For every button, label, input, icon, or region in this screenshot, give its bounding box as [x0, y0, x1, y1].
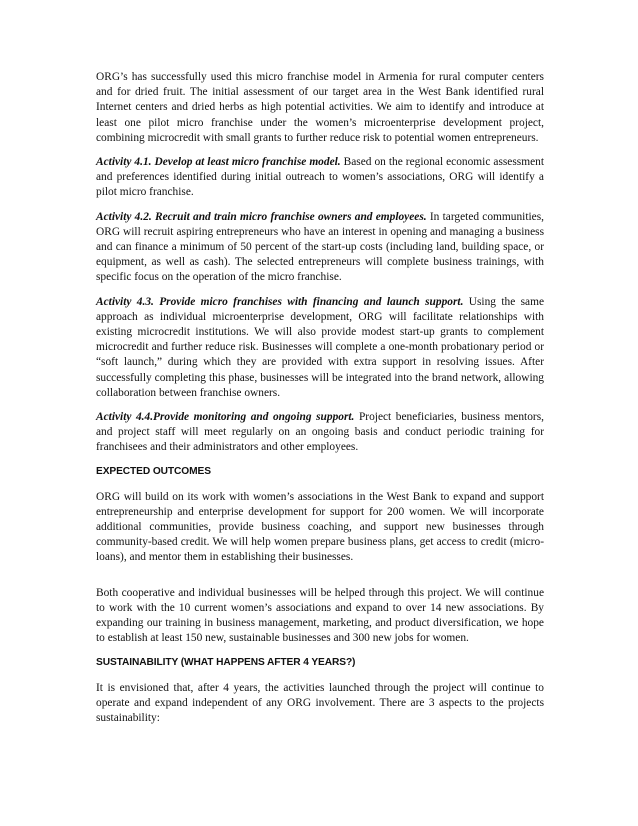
sustainability-heading: SUSTAINABILITY (WHAT HAPPENS AFTER 4 YEARS?)	[96, 656, 356, 668]
activity-4-2-text: In targeted communities, ORG will recruit aspiring entrepreneurs who have an interest in opening and managing a business and can finance a minimum of 50 percent of the start-up costs (including land, building space, or equipment, as well as cash). The selected entrepreneurs will complete business trainings, with specific focus on the operation of the micro franchise.	[96, 210, 544, 284]
activity-4-1-title: Activity 4.1. Develop at least micro franchise model.	[96, 156, 341, 169]
activity-4-3-text: Using the same approach as individual microenterprise development, ORG will facilitate relationships with existing microcredit institutions. We will also provide modest start-up grants to complement microcredit and further reduce risk. Businesses will complete a one-month probationary period or “soft launch,” during which they are provided with extra support in resolving issues. After successfully completing this phase, businesses will be integrated into the brand network, allowing collaboration between franchise owners.	[96, 295, 544, 399]
activity-4-1-paragraph	[96, 155, 544, 201]
activity-4-1-text: Based on the regional economic assessment and preferences identified during initial outreach to women’s associations, ORG will identify a pilot micro franchise.	[96, 156, 545, 199]
intro-paragraph: ORG’s has successfully used this micro franchise model in Armenia for rural computer centers and for dried fruit. The initial assessment of our target area in the West Bank identified rural Internet centers and dried herbs as high potential activities. We aim to identify and introduce at least one pilot micro franchise under the women’s microenterprise development project, combining microcredit with small grants to further reduce risk to potential women entrepreneurs.	[96, 71, 544, 144]
activity-4-2-paragraph	[96, 210, 544, 286]
activity-4-4-text: Project beneficiaries, business mentors, and project staff will meet regularly on an ongoing basis and conduct periodic training for franchisees and their administrators and other employees.	[96, 411, 544, 454]
activity-4-3-paragraph	[96, 295, 544, 401]
expected-outcomes-paragraph-1: ORG will build on its work with women’s associations in the West Bank to expand and support entrepreneurship and enterprise development for support for 200 women. We will incorporate additional communities, provide business coaching, and support new businesses through community-based credit. We will help women prepare business plans, get access to credit (micro-loans), and mentor them in establishing their businesses.	[96, 490, 544, 564]
activity-4-2-title: Activity 4.2. Recruit and train micro franchise owners and employees.	[96, 210, 427, 223]
sustainability-paragraph: It is envisioned that, after 4 years, the activities launched through the project will continue to operate and expand independent of any ORG involvement. There are 3 aspects to the projects sustainability:	[96, 681, 544, 724]
expected-outcomes-paragraph-2: Both cooperative and individual businesses will be helped through this project. We will continue to work with the 10 current women’s associations and expand to over 14 new associations. By expanding our training in business management, marketing, and product diversification, we hope to establish at least 150 new, sustainable businesses and 300 new jobs for women.	[96, 586, 544, 645]
expected-outcomes-heading: EXPECTED OUTCOMES	[96, 465, 211, 477]
activity-4-4-paragraph	[96, 410, 544, 456]
document-page	[96, 70, 544, 735]
activity-4-4-title: Activity 4.4.Provide monitoring and ongoing support.	[96, 411, 355, 424]
activity-4-3-title: Activity 4.3. Provide micro franchises with financing and launch support.	[96, 295, 464, 308]
